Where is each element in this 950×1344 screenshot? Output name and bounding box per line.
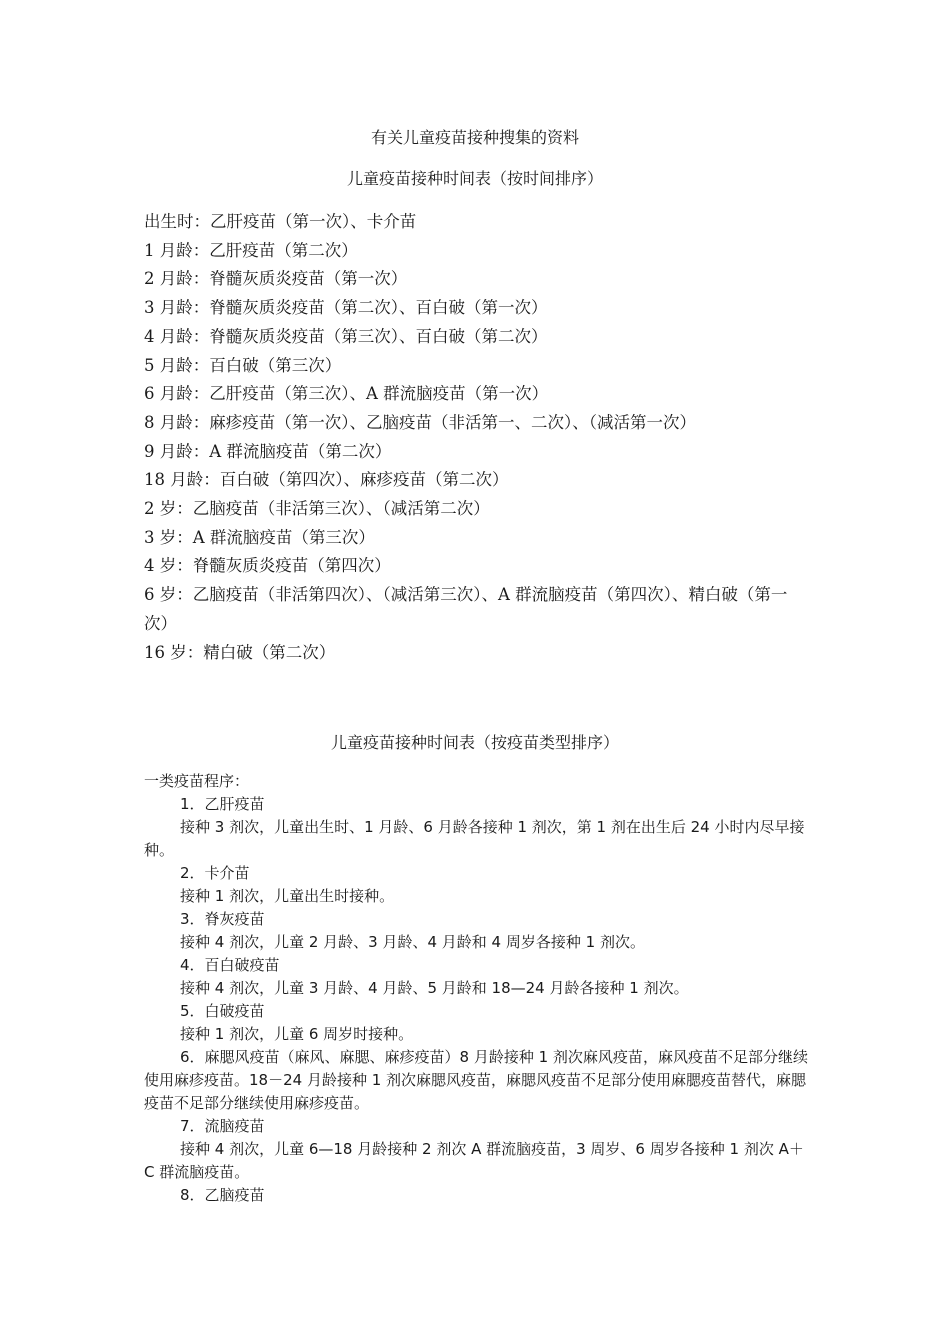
vaccine-desc: 接种 4 剂次，儿童 3 月龄、4 月龄、5 月龄和 18—24 月龄各接种 1 剂次。	[180, 979, 689, 997]
schedule-by-type	[144, 770, 812, 1207]
schedule-line: 出生时：乙肝疫苗（第一次）、卡介苗	[144, 212, 417, 231]
vaccine-item	[144, 793, 812, 862]
schedule-by-time-list	[144, 208, 809, 667]
vaccine-desc: 接种 3 剂次，儿童出生时、1 月龄、6 月龄各接种 1 剂次，第 1 剂在出生后 24 小时内尽早接种。	[144, 818, 805, 859]
document-title: 有关儿童疫苗接种搜集的资料	[370, 128, 579, 147]
schedule-line: 16 岁：精白破（第二次）	[144, 642, 336, 662]
schedule-line: 1 月龄：乙肝疫苗（第二次）	[144, 240, 358, 260]
vaccine-desc: 接种 4 剂次，儿童 6—18 月龄接种 2 剂次 A 群流脑疫苗，3 周岁、6 周岁各接种 1 剂次 A＋C 群流脑疫苗。	[144, 1140, 804, 1181]
section-title-by-time: 儿童疫苗接种时间表（按时间排序）	[346, 169, 603, 188]
vaccine-desc: 接种 1 剂次，儿童出生时接种。	[180, 887, 395, 905]
schedule-line: 3 月龄：脊髓灰质炎疫苗（第二次）、百白破（第一次）	[144, 298, 548, 318]
schedule-line: 2 岁：乙脑疫苗（非活第三次）、（减活第二次）	[144, 499, 490, 519]
schedule-line: 6 岁：乙脑疫苗（非活第四次）、（减活第三次）、A 群流脑疫苗（第四次）、精白破（第一次）	[144, 585, 788, 633]
vaccine-desc: 接种 4 剂次，儿童 2 月龄、3 月龄、4 月龄和 4 周岁各接种 1 剂次。	[180, 933, 645, 951]
schedule-line: 6 月龄：乙肝疫苗（第三次）、A 群流脑疫苗（第一次）	[144, 384, 549, 404]
section-title-by-type: 儿童疫苗接种时间表（按疫苗类型排序）	[330, 733, 619, 752]
schedule-line: 5 月龄：百白破（第三次）	[144, 355, 342, 375]
vaccine-desc: 6．麻腮风疫苗（麻风、麻腮、麻疹疫苗）8 月龄接种 1 剂次麻风疫苗，麻风疫苗不足部分继续使用麻疹疫苗。18－24 月龄接种 1 剂次麻腮风疫苗，麻腮风疫苗不足部分使用麻腮疫苗替代，麻腮疫苗不足部分继续使用麻疹疫苗。	[144, 1048, 808, 1112]
vaccine-name: 8．乙脑疫苗	[180, 1186, 265, 1204]
schedule-line: 18 月龄：百白破（第四次）、麻疹疫苗（第二次）	[144, 470, 509, 490]
schedule-line: 2 月龄：脊髓灰质炎疫苗（第一次）	[144, 269, 408, 289]
schedule-line: 4 月龄：脊髓灰质炎疫苗（第三次）、百白破（第二次）	[144, 326, 548, 346]
vaccine-item	[144, 1115, 812, 1184]
vaccine-item	[144, 1184, 812, 1207]
vaccine-name: 2．卡介苗	[180, 864, 250, 882]
vaccine-item	[144, 954, 812, 1000]
vaccine-name: 3．脊灰疫苗	[180, 910, 265, 928]
vaccine-name: 7．流脑疫苗	[180, 1117, 265, 1135]
schedule-line: 4 岁：脊髓灰质炎疫苗（第四次）	[144, 556, 391, 576]
type-heading: 一类疫苗程序：	[144, 772, 250, 790]
vaccine-item	[144, 862, 812, 908]
vaccine-type-list	[144, 793, 812, 1207]
vaccine-name: 5．白破疫苗	[180, 1002, 265, 1020]
vaccine-name: 4．百白破疫苗	[180, 956, 280, 974]
schedule-line: 3 岁：A 群流脑疫苗（第三次）	[144, 527, 375, 547]
vaccine-item	[144, 1046, 812, 1115]
vaccine-desc: 接种 1 剂次，儿童 6 周岁时接种。	[180, 1025, 414, 1043]
schedule-line: 9 月龄：A 群流脑疫苗（第二次）	[144, 441, 392, 461]
vaccine-item	[144, 1000, 812, 1046]
vaccine-item	[144, 908, 812, 954]
vaccine-name: 1．乙肝疫苗	[180, 795, 265, 813]
schedule-line: 8 月龄：麻疹疫苗（第一次）、乙脑疫苗（非活第一、二次）、（减活第一次）	[144, 412, 696, 432]
